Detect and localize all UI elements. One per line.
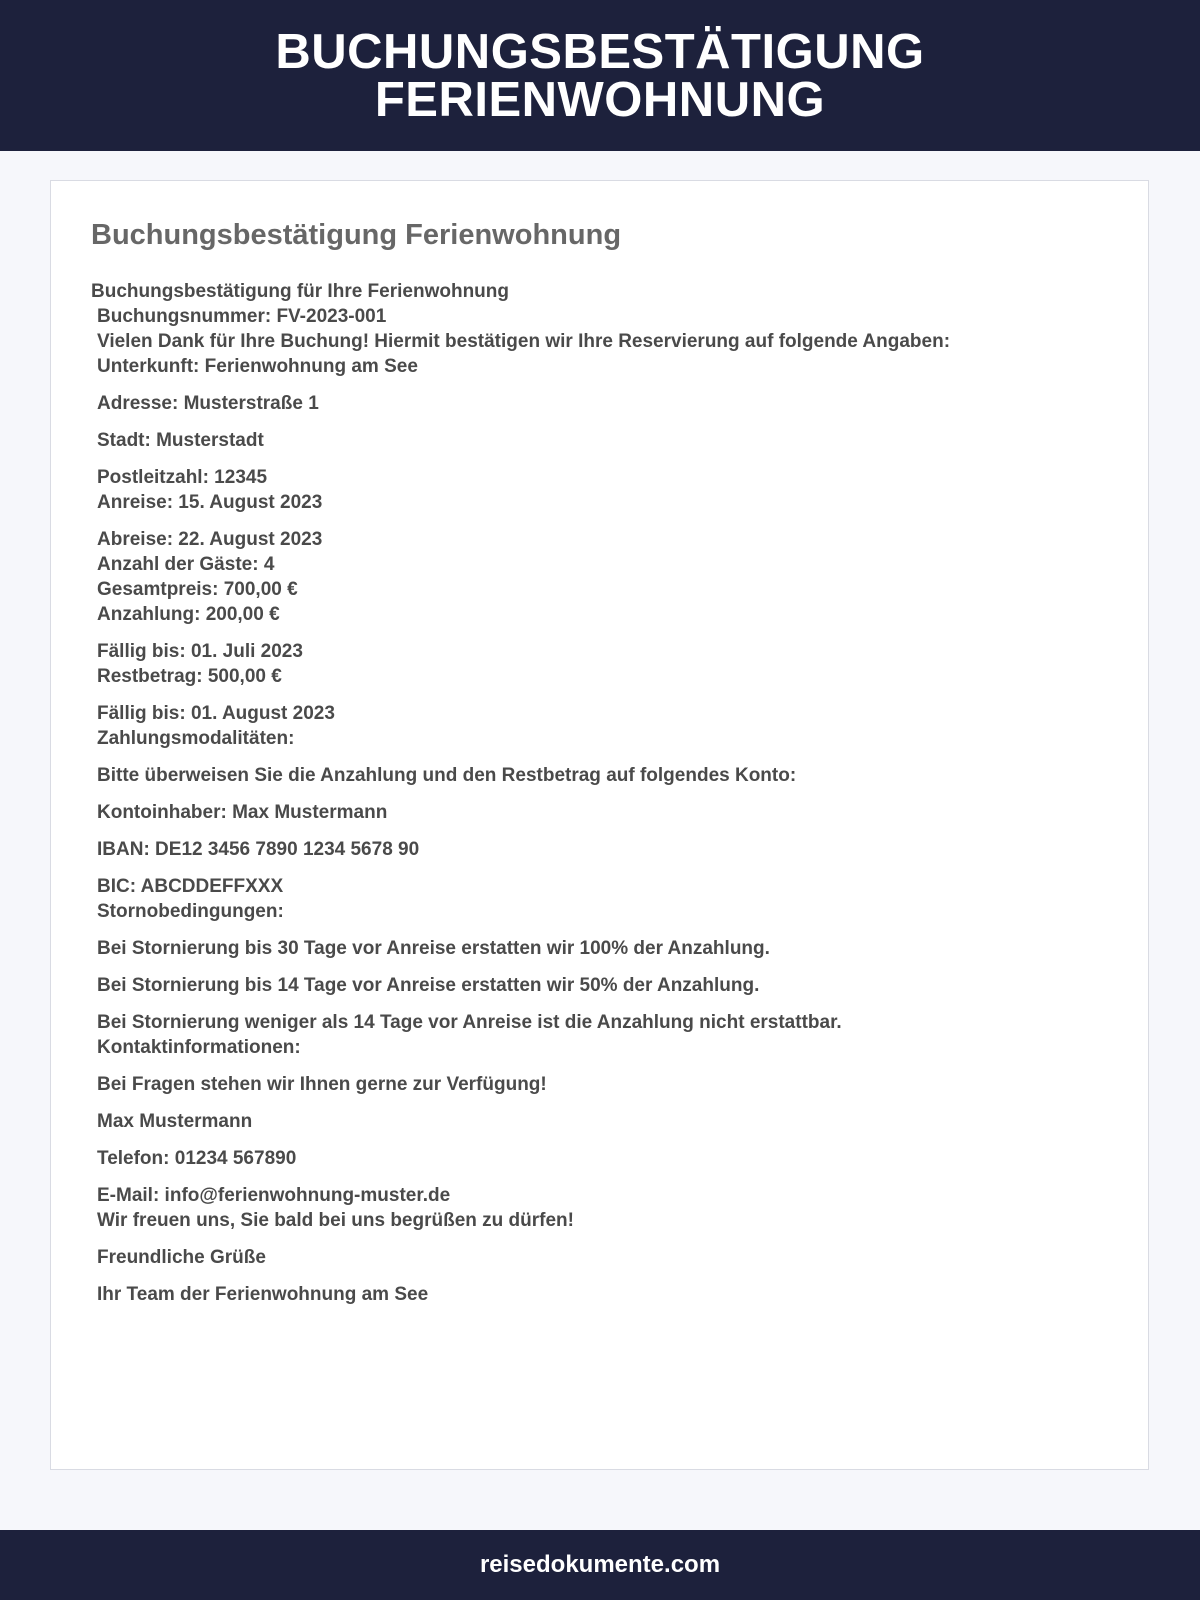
document-card <box>50 180 1149 1470</box>
page-title <box>275 24 925 127</box>
cancellation-heading: Stornobedingungen: <box>97 901 284 922</box>
footer-site-name: reisedokumente.com <box>479 1551 721 1578</box>
contact-name: Max Mustermann <box>97 1111 253 1132</box>
arrival-date: Anreise: 15. August 2023 <box>97 492 323 513</box>
signature: Ihr Team der Ferienwohnung am See <box>97 1284 429 1305</box>
page-title-line-2: FERIENWOHNUNG <box>374 72 826 127</box>
iban: IBAN: DE12 3456 7890 1234 5678 90 <box>97 839 420 860</box>
departure-date: Abreise: 22. August 2023 <box>97 529 323 550</box>
address: Adresse: Musterstraße 1 <box>97 393 319 414</box>
guest-count: Anzahl der Gäste: 4 <box>97 554 275 575</box>
document-title: Buchungsbestätigung Ferienwohnung <box>91 219 622 251</box>
deposit-due-date: Fällig bis: 01. Juli 2023 <box>97 641 303 662</box>
page-header <box>0 0 1200 151</box>
phone-number: Telefon: 01234 567890 <box>97 1148 297 1169</box>
closing-text: Wir freuen uns, Sie bald bei uns begrüßen zu dürfen! <box>97 1210 574 1231</box>
greeting: Freundliche Grüße <box>97 1247 266 1268</box>
cancellation-30-days: Bei Stornierung bis 30 Tage vor Anreise erstatten wir 100% der Anzahlung. <box>97 938 770 959</box>
contact-heading: Kontaktinformationen: <box>97 1037 301 1058</box>
bic: BIC: ABCDDEFFXXX <box>97 876 284 897</box>
contact-note: Bei Fragen stehen wir Ihnen gerne zur Verfügung! <box>97 1074 547 1095</box>
booking-number: Buchungsnummer: FV-2023-001 <box>97 306 387 327</box>
remaining-due-date: Fällig bis: 01. August 2023 <box>97 703 335 724</box>
total-price: Gesamtpreis: 700,00 € <box>97 579 298 600</box>
account-holder: Kontoinhaber: Max Mustermann <box>97 802 388 823</box>
page-title-line-1: BUCHUNGSBESTÄTIGUNG <box>275 24 925 79</box>
email-address: E-Mail: info@ferienwohnung-muster.de <box>97 1185 451 1206</box>
document-body <box>91 279 1101 1307</box>
accommodation: Unterkunft: Ferienwohnung am See <box>97 356 418 377</box>
postal-code: Postleitzahl: 12345 <box>97 467 268 488</box>
cancellation-under-14-days: Bei Stornierung weniger als 14 Tage vor Anreise ist die Anzahlung nicht erstattbar. <box>97 1012 842 1033</box>
payment-instruction: Bitte überweisen Sie die Anzahlung und den Restbetrag auf folgendes Konto: <box>97 765 797 786</box>
payment-heading: Zahlungsmodalitäten: <box>97 728 295 749</box>
thanks-text: Vielen Dank für Ihre Buchung! Hiermit bestätigen wir Ihre Reservierung auf folgende Angaben: <box>97 331 951 352</box>
intro-heading: Buchungsbestätigung für Ihre Ferienwohnung <box>91 281 509 302</box>
deposit: Anzahlung: 200,00 € <box>97 604 280 625</box>
remaining-amount: Restbetrag: 500,00 € <box>97 666 282 687</box>
city: Stadt: Musterstadt <box>97 430 264 451</box>
cancellation-14-days: Bei Stornierung bis 14 Tage vor Anreise erstatten wir 50% der Anzahlung. <box>97 975 760 996</box>
page-footer <box>0 1530 1200 1600</box>
